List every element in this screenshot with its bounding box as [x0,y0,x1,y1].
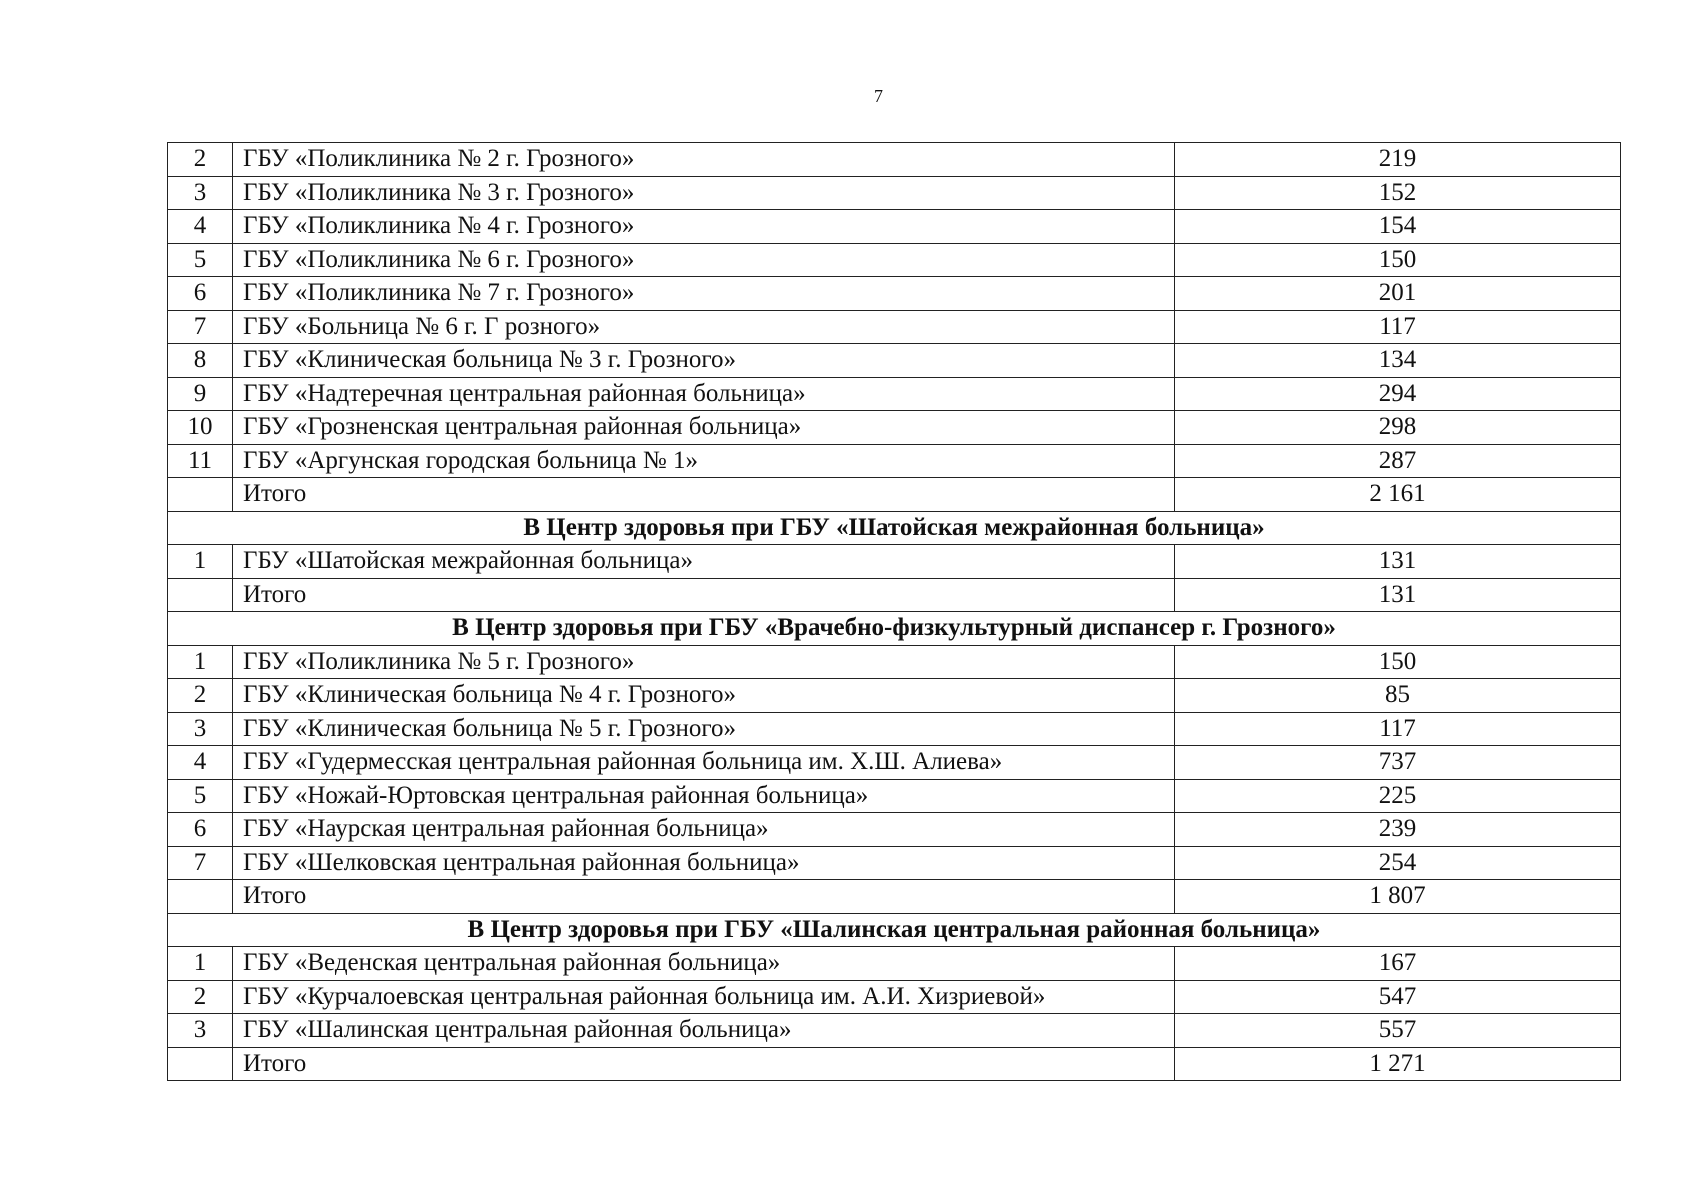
table-row [168,1014,1621,1048]
institution-name: ГБУ «Ножай-Юртовская центральная районная больница» [233,779,1175,813]
table-row [168,444,1621,478]
institution-name: ГБУ «Надтеречная центральная районная больница» [233,377,1175,411]
row-value: 239 [1175,813,1621,847]
total-label: Итого [233,478,1175,512]
total-row [168,1047,1621,1081]
section-heading-row [168,612,1621,646]
row-number: 3 [168,1014,233,1048]
section-heading: В Центр здоровья при ГБУ «Шатойская межрайонная больница» [168,511,1621,545]
section-heading: В Центр здоровья при ГБУ «Врачебно-физкультурный диспансер г. Грозного» [168,612,1621,646]
institution-name: ГБУ «Поликлиника № 2 г. Грозного» [233,143,1175,177]
institution-name: ГБУ «Поликлиника № 5 г. Грозного» [233,645,1175,679]
institution-name: ГБУ «Шатойская межрайонная больница» [233,545,1175,579]
row-value: 219 [1175,143,1621,177]
row-number: 1 [168,947,233,981]
row-value: 150 [1175,243,1621,277]
table-row [168,176,1621,210]
hospital-allocation-table [167,142,1621,1081]
institution-name: ГБУ «Грозненская центральная районная больница» [233,411,1175,445]
row-value: 737 [1175,746,1621,780]
row-value: 154 [1175,210,1621,244]
table-row [168,143,1621,177]
total-value: 1 807 [1175,880,1621,914]
row-number: 4 [168,746,233,780]
institution-name: ГБУ «Поликлиника № 7 г. Грозного» [233,277,1175,311]
row-number: 3 [168,176,233,210]
row-number: 6 [168,277,233,311]
total-number-cell [168,478,233,512]
table-row [168,813,1621,847]
total-row [168,578,1621,612]
row-value: 131 [1175,545,1621,579]
institution-name: ГБУ «Шалинская центральная районная больница» [233,1014,1175,1048]
row-number: 5 [168,243,233,277]
institution-name: ГБУ «Шелковская центральная районная больница» [233,846,1175,880]
row-number: 4 [168,210,233,244]
table-row [168,243,1621,277]
table-row [168,310,1621,344]
row-value: 201 [1175,277,1621,311]
table-row [168,679,1621,713]
row-number: 9 [168,377,233,411]
table-row [168,947,1621,981]
total-value: 131 [1175,578,1621,612]
row-number: 6 [168,813,233,847]
table-row [168,779,1621,813]
total-label: Итого [233,880,1175,914]
row-value: 557 [1175,1014,1621,1048]
row-number: 5 [168,779,233,813]
table-row [168,645,1621,679]
total-row [168,880,1621,914]
row-number: 8 [168,344,233,378]
row-value: 254 [1175,846,1621,880]
institution-name: ГБУ «Поликлиника № 6 г. Грозного» [233,243,1175,277]
table-row [168,712,1621,746]
institution-name: ГБУ «Клиническая больница № 3 г. Грозного» [233,344,1175,378]
row-number: 1 [168,545,233,579]
institution-name: ГБУ «Клиническая больница № 4 г. Грозного» [233,679,1175,713]
institution-name: ГБУ «Гудермесская центральная районная больница им. Х.Ш. Алиева» [233,746,1175,780]
table-row [168,846,1621,880]
total-label: Итого [233,578,1175,612]
row-number: 11 [168,444,233,478]
institution-name: ГБУ «Курчалоевская центральная районная больница им. А.И. Хизриевой» [233,980,1175,1014]
table-row [168,545,1621,579]
row-value: 298 [1175,411,1621,445]
table-row [168,377,1621,411]
row-number: 2 [168,980,233,1014]
row-number: 3 [168,712,233,746]
row-number: 2 [168,679,233,713]
institution-name: ГБУ «Больница № 6 г. Г розного» [233,310,1175,344]
row-value: 547 [1175,980,1621,1014]
page-number: 7 [874,86,883,106]
table-row [168,344,1621,378]
row-value: 294 [1175,377,1621,411]
section-heading: В Центр здоровья при ГБУ «Шалинская центральная районная больница» [168,913,1621,947]
total-number-cell [168,880,233,914]
total-number-cell [168,1047,233,1081]
row-value: 117 [1175,712,1621,746]
total-number-cell [168,578,233,612]
section-heading-row [168,511,1621,545]
row-value: 134 [1175,344,1621,378]
row-value: 225 [1175,779,1621,813]
section-heading-row [168,913,1621,947]
row-number: 10 [168,411,233,445]
row-number: 2 [168,143,233,177]
row-value: 152 [1175,176,1621,210]
table-row [168,210,1621,244]
total-value: 1 271 [1175,1047,1621,1081]
institution-name: ГБУ «Клиническая больница № 5 г. Грозного» [233,712,1175,746]
total-value: 2 161 [1175,478,1621,512]
row-value: 85 [1175,679,1621,713]
institution-name: ГБУ «Аргунская городская больница № 1» [233,444,1175,478]
institution-name: ГБУ «Наурская центральная районная больница» [233,813,1175,847]
total-row [168,478,1621,512]
row-number: 7 [168,310,233,344]
row-value: 117 [1175,310,1621,344]
row-value: 287 [1175,444,1621,478]
table-row [168,411,1621,445]
table-body [168,143,1621,1081]
table-row [168,746,1621,780]
institution-name: ГБУ «Поликлиника № 3 г. Грозного» [233,176,1175,210]
row-number: 7 [168,846,233,880]
institution-name: ГБУ «Веденская центральная районная больница» [233,947,1175,981]
table-row [168,980,1621,1014]
total-label: Итого [233,1047,1175,1081]
institution-name: ГБУ «Поликлиника № 4 г. Грозного» [233,210,1175,244]
row-number: 1 [168,645,233,679]
row-value: 167 [1175,947,1621,981]
row-value: 150 [1175,645,1621,679]
table-row [168,277,1621,311]
